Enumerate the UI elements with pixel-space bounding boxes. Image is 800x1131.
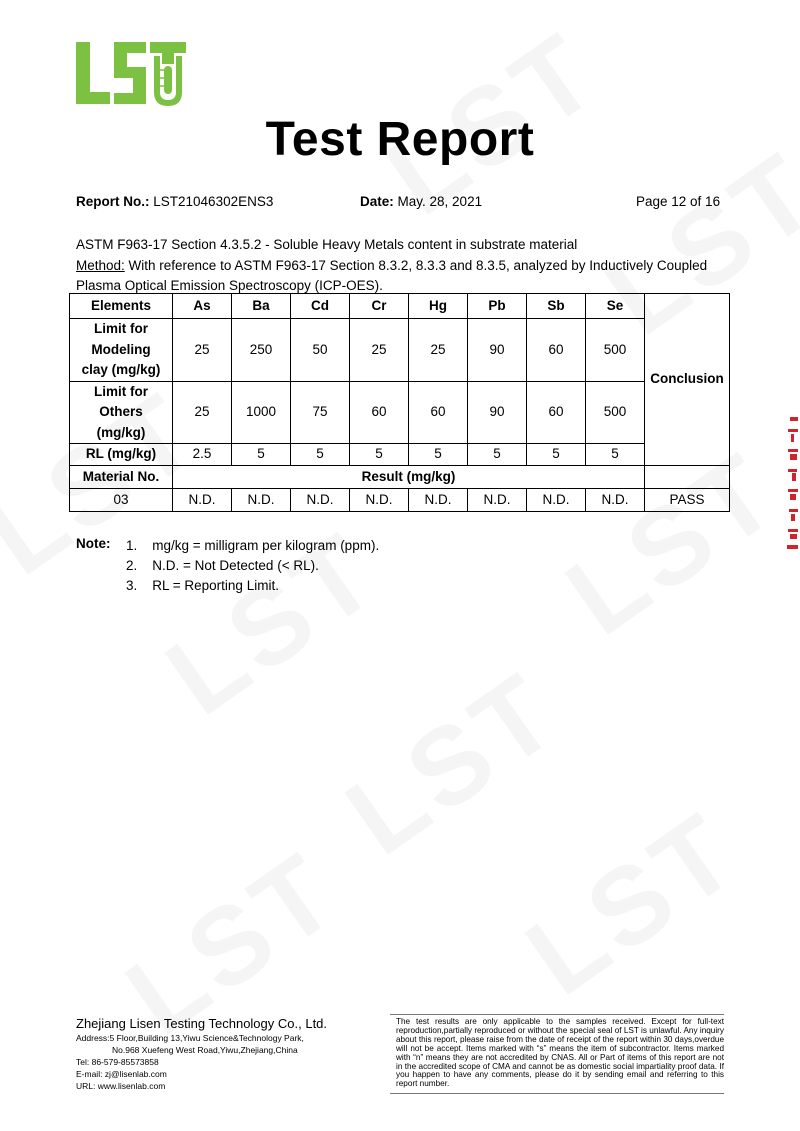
table-row [70, 294, 730, 319]
note-item: 2. N.D. = Not Detected (< RL). [126, 558, 319, 573]
page-title: Test Report [265, 113, 535, 166]
company-name: Zhejiang Lisen Testing Technology Co., Ltd. [76, 1016, 328, 1031]
table-row [70, 381, 730, 444]
table-cell: 25 [173, 319, 232, 382]
section-heading: ASTM F963-17 Section 4.3.5.2 - Soluble Heavy Metals content in substrate material [76, 237, 578, 252]
table-cell: 60 [527, 319, 586, 382]
table-cell: N.D. [527, 489, 586, 512]
limit-others-label: Limit for Others (mg/kg) [70, 381, 173, 444]
element-header: Se [586, 294, 645, 319]
table-cell: 5 [291, 444, 350, 466]
method-line-2: Plasma Optical Emission Spectroscopy (ICP-OES). [76, 278, 383, 293]
seal-stamp [784, 415, 800, 555]
element-header: Pb [468, 294, 527, 319]
report-date: Date: May. 28, 2021 [360, 194, 483, 209]
note-item: 3. RL = Reporting Limit. [126, 578, 279, 593]
table-cell: N.D. [409, 489, 468, 512]
table-cell: 60 [527, 381, 586, 444]
conclusion-spacer [645, 466, 730, 489]
element-header: Cd [291, 294, 350, 319]
table-cell: N.D. [173, 489, 232, 512]
limit-clay-label: Limit for Modeling clay (mg/kg) [70, 319, 173, 382]
table-row [70, 444, 730, 466]
table-cell: 2.5 [173, 444, 232, 466]
email: E-mail: zj@lisenlab.com [76, 1069, 167, 1079]
telephone: Tel: 86-579-85573858 [76, 1057, 159, 1067]
table-cell: 25 [409, 319, 468, 382]
table-cell: 1000 [232, 381, 291, 444]
element-header: As [173, 294, 232, 319]
table-cell: 5 [232, 444, 291, 466]
table-cell: 90 [468, 319, 527, 382]
website: URL: www.lisenlab.com [76, 1081, 166, 1091]
elements-header: Elements [70, 294, 173, 319]
table-cell: N.D. [586, 489, 645, 512]
table-cell: 5 [527, 444, 586, 466]
page-number: Page 12 of 16 [636, 194, 721, 209]
element-header: Ba [232, 294, 291, 319]
rl-label: RL (mg/kg) [70, 444, 173, 466]
table-cell: 50 [291, 319, 350, 382]
table-cell: 60 [350, 381, 409, 444]
address-line: No.968 Xuefeng West Road,Yiwu,Zhejiang,China [112, 1045, 298, 1055]
conclusion-value: PASS [645, 489, 730, 512]
table-cell: 25 [350, 319, 409, 382]
table-row [70, 466, 730, 489]
method-line: Method: With reference to ASTM F963-17 Section 8.3.2, 8.3.3 and 8.3.5, analyzed by Inductively Coupled [76, 258, 708, 273]
table-row [70, 319, 730, 382]
lst-logo [76, 42, 186, 106]
table-cell: 5 [468, 444, 527, 466]
disclaimer-text: The test results are only applicable to the samples received. Except for full-text reproduction,partially reproduced or without the special seal of LST is unlawful. Any inquiry about this report, please raise from the date of receipt of the report within 30 days,overdue will not be accept. Items marked with “s” means the item of subcontractor. Items marked with “n” means they are not accredited by CNAS. All or Part of items of this report are not in the accredited scope of CMA and cannot be as domestic social impartiality proof data. If you happen to have any comments, please do it by sending email and referring to this report number. [390, 1014, 724, 1094]
element-header: Sb [527, 294, 586, 319]
table-cell: 250 [232, 319, 291, 382]
element-header: Hg [409, 294, 468, 319]
table-cell: N.D. [291, 489, 350, 512]
conclusion-header: Conclusion [645, 294, 730, 466]
table-cell: 5 [409, 444, 468, 466]
results-table [69, 293, 730, 512]
material-label: Material No. [70, 466, 173, 489]
table-cell: 500 [586, 319, 645, 382]
note-label: Note: [76, 536, 111, 551]
table-cell: 5 [350, 444, 409, 466]
table-cell: N.D. [468, 489, 527, 512]
table-cell: N.D. [232, 489, 291, 512]
table-cell: 90 [468, 381, 527, 444]
address-line: Address:5 Floor,Building 13,Yiwu Science&Technology Park, [76, 1033, 304, 1043]
table-row [70, 489, 730, 512]
table-cell: N.D. [350, 489, 409, 512]
report-number: Report No.: LST21046302ENS3 [76, 194, 274, 209]
table-cell: 60 [409, 381, 468, 444]
note-item: 1. mg/kg = milligram per kilogram (ppm). [126, 538, 380, 553]
table-cell: 75 [291, 381, 350, 444]
material-number: 03 [70, 489, 173, 512]
result-header: Result (mg/kg) [173, 466, 645, 489]
table-cell: 5 [586, 444, 645, 466]
table-cell: 500 [586, 381, 645, 444]
table-cell: 25 [173, 381, 232, 444]
element-header: Cr [350, 294, 409, 319]
